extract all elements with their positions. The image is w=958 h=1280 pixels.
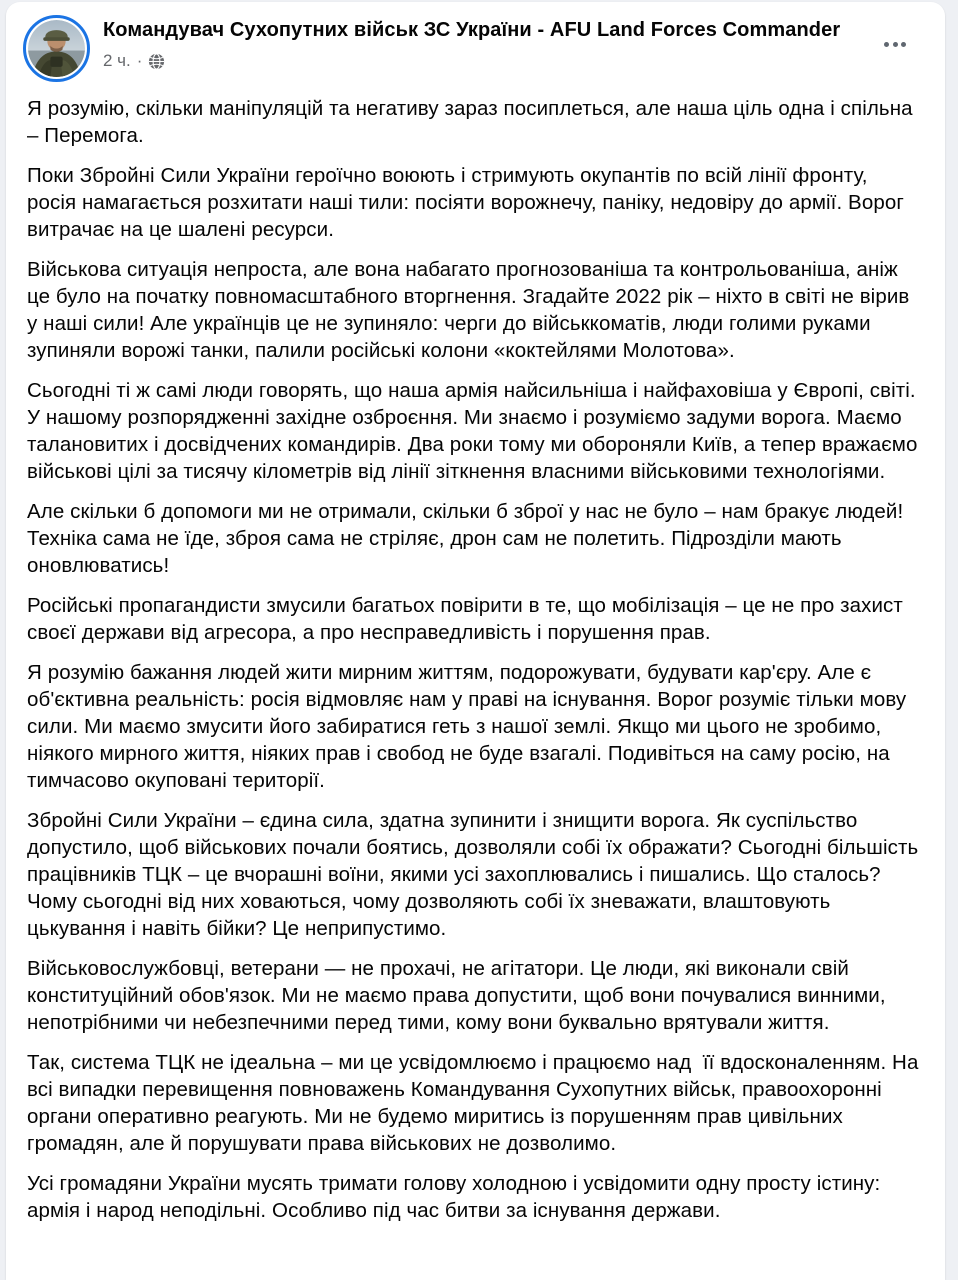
post-paragraph: Я розумію бажання людей жити мирним життям, подорожувати, будувати кар'єру. Але є об'єктивна реальність: росія відмовляє нам у праві на існування. Ворог розуміє тільки мову сили. Ми маємо змусити його забиратися геть з нашої землі. Якщо ми цього не зробимо, ніякого мирного життя, ніяких прав і свобод не буде взагалі. Подивіться на саму росію, на тимчасово окуповані території.: [27, 661, 913, 792]
avatar-photo: [28, 20, 85, 77]
post-timestamp[interactable]: 2 ч.: [103, 51, 131, 70]
post-options-button[interactable]: [875, 24, 915, 64]
ellipsis-icon: [884, 42, 889, 47]
post-header-info: [103, 15, 875, 71]
meta-separator: ·: [136, 51, 143, 70]
ellipsis-icon: [901, 42, 906, 47]
post-paragraph: Усі громадяни України мусять тримати голову холодною і усвідомити одну просту істину: армія і народ неподільні. Особливо під час битви за існування держави.: [27, 1172, 887, 1222]
post-paragraph: Військова ситуація непроста, але вона набагато прогнозованіша та контрольованіша, аніж це було на початку повномасштабного вторгнення. Згадайте 2022 рік – ніхто в світі не вірив у наші сили! Але українців це не зупиняло: черги до військкоматів, люди голими руками зупиняли ворожі танки, палили російські колони «коктейлями Молотова».: [27, 258, 916, 362]
post-paragraph: Так, система ТЦК не ідеальна – ми це усвідомлюємо і працюємо над її вдосконаленням. На всі випадки перевищення повноважень Командування Сухопутних військ, правоохоронні органи оперативно реагують. Ми не будемо миритись із порушенням прав цивільних громадян, але й порушувати права військових не дозволимо.: [27, 1051, 925, 1155]
post-paragraph: Сьогодні ті ж самі люди говорять, що наша армія найсильніша і найфаховіша у Європі, світі. У нашому розпорядженні західне озброєння. Ми знаємо і розуміємо задуми ворога. Маємо талановитих і досвідчених командирів. Два роки тому ми обороняли Київ, а тепер вражаємо військові цілі за тисячу кілометрів від лінії зіткнення власними військовими технологіями.: [27, 379, 924, 483]
post-header: [6, 2, 945, 82]
facebook-post-card: [6, 2, 945, 1280]
profile-avatar[interactable]: [23, 15, 90, 82]
author-name[interactable]: Командувач Сухопутних військ ЗС України - AFU Land Forces Commander: [103, 19, 841, 41]
post-paragraph: Але скільки б допомоги ми не отримали, скільки б зброї у нас не було – нам бракує людей! Техніка сама не їде, зброя сама не стріляє, дрон сам не полетить. Підрозділи мають оновлюватись!: [27, 500, 910, 577]
post-paragraph: Я розумію, скільки маніпуляцій та негативу зараз посиплеться, але наша ціль одна і спільна – Перемога.: [27, 97, 919, 147]
post-paragraph: Російські пропагандисти змусили багатьох повірити в те, що мобілізація – це не про захист своєї держави від агресора, а про несправедливість і порушення прав.: [27, 594, 909, 644]
globe-privacy-icon: [148, 53, 165, 70]
post-meta: [103, 51, 875, 71]
post-paragraph: Військовослужбовці, ветерани — не прохачі, не агітатори. Це люди, які виконали свій конституційний обов'язок. Ми не маємо права допустити, щоб вони почувалися винними, непотрібними чи небезпечними перед тими, кому вони буквально врятували життя.: [27, 957, 892, 1034]
post-body-text: [6, 82, 945, 1246]
post-paragraph: Збройні Сили України – єдина сила, здатна зупинити і знищити ворога. Як суспільство допустило, щоб військових почали боятись, дозволяли собі їх ображати? Сьогодні більшість працівників ТЦК – це вчорашні воїни, якими усі захоплювались і пишались. Що сталось? Чому сьогодні від них ховаються, чому дозволяють собі їх зневажати, влаштовують цькування і навіть бійки? Це неприпустимо.: [27, 809, 925, 940]
post-paragraph: Поки Збройні Сили України героїчно воюють і стримують окупантів по всій лінії фронту, росія намагається розхитати наші тили: посіяти ворожнечу, паніку, недовіру до армії. Ворог витрачає на це шалені ресурси.: [27, 164, 910, 241]
ellipsis-icon: [893, 42, 898, 47]
